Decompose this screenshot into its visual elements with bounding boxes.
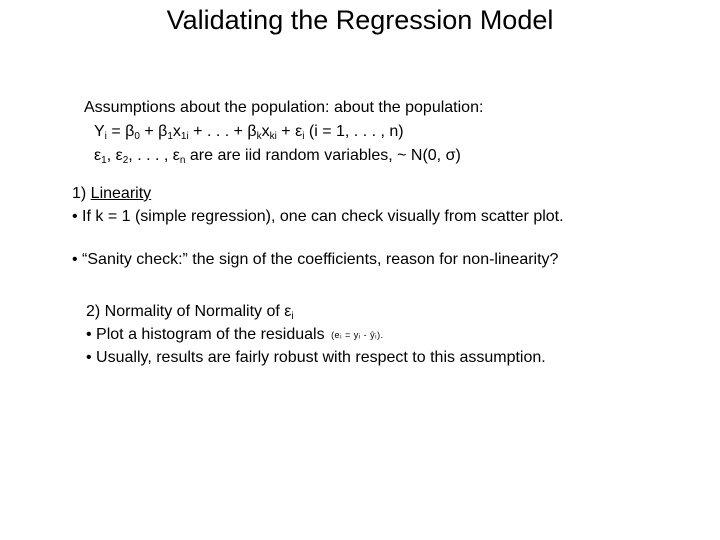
model-dots: + . . . + β	[188, 123, 257, 140]
model-x1-sub: 1i	[180, 131, 189, 142]
linearity-number: 1)	[72, 185, 91, 202]
model-plus1: + β	[139, 123, 168, 140]
linearity-heading	[72, 184, 151, 204]
normality-bullet-robust: • Usually, results are fairly robust with respect to this assumption.	[86, 349, 546, 366]
errors-e2-sub: 2	[122, 155, 129, 166]
errors-e1-sub: 1	[101, 155, 107, 166]
residual-formula: (eᵢ = yᵢ - ŷᵢ).	[331, 330, 384, 340]
normality-bullet-histogram-text: • Plot a histogram of the residuals	[86, 326, 325, 344]
errors-statement	[94, 146, 461, 171]
model-xk-sub: ki	[269, 131, 277, 142]
normality-heading-text: 2) Normality of Normality of ε	[86, 303, 292, 320]
model-eq: = β	[106, 123, 135, 140]
page-title: Validating the Regression Model	[166, 5, 554, 35]
model-xk: x	[261, 123, 270, 140]
errors-mid: , . . . , ε	[128, 147, 180, 164]
model-b1-sub: 1	[167, 131, 173, 142]
linearity-label: Linearity	[90, 185, 152, 202]
errors-sep: , ε	[106, 147, 123, 164]
model-bk-sub: k	[256, 131, 262, 142]
model-equation	[94, 122, 404, 147]
assumptions-heading: Assumptions about the population: about the population:	[84, 99, 484, 116]
model-range: (i = 1, . . . , n)	[304, 123, 404, 140]
errors-e1: ε	[94, 147, 102, 164]
model-plus-eps: + ε	[276, 123, 303, 140]
model-x1: x	[172, 123, 181, 140]
errors-rest: are are iid random variables, ~ N(0, σ)	[185, 147, 461, 164]
model-b0-sub: 0	[134, 131, 140, 142]
normality-heading-sub: i	[291, 311, 294, 322]
errors-en-sub: n	[179, 155, 186, 166]
normality-heading	[86, 302, 294, 327]
model-lhs: Y	[94, 123, 105, 140]
linearity-bullet-sanity: • “Sanity check:” the sign of the coefficients, reason for non-linearity?	[72, 251, 559, 268]
model-lhs-sub: i	[104, 131, 107, 142]
model-eps-sub: i	[302, 131, 305, 142]
normality-bullet-histogram	[86, 325, 384, 345]
linearity-bullet-scatter: • If k = 1 (simple regression), one can check visually from scatter plot.	[72, 208, 564, 225]
